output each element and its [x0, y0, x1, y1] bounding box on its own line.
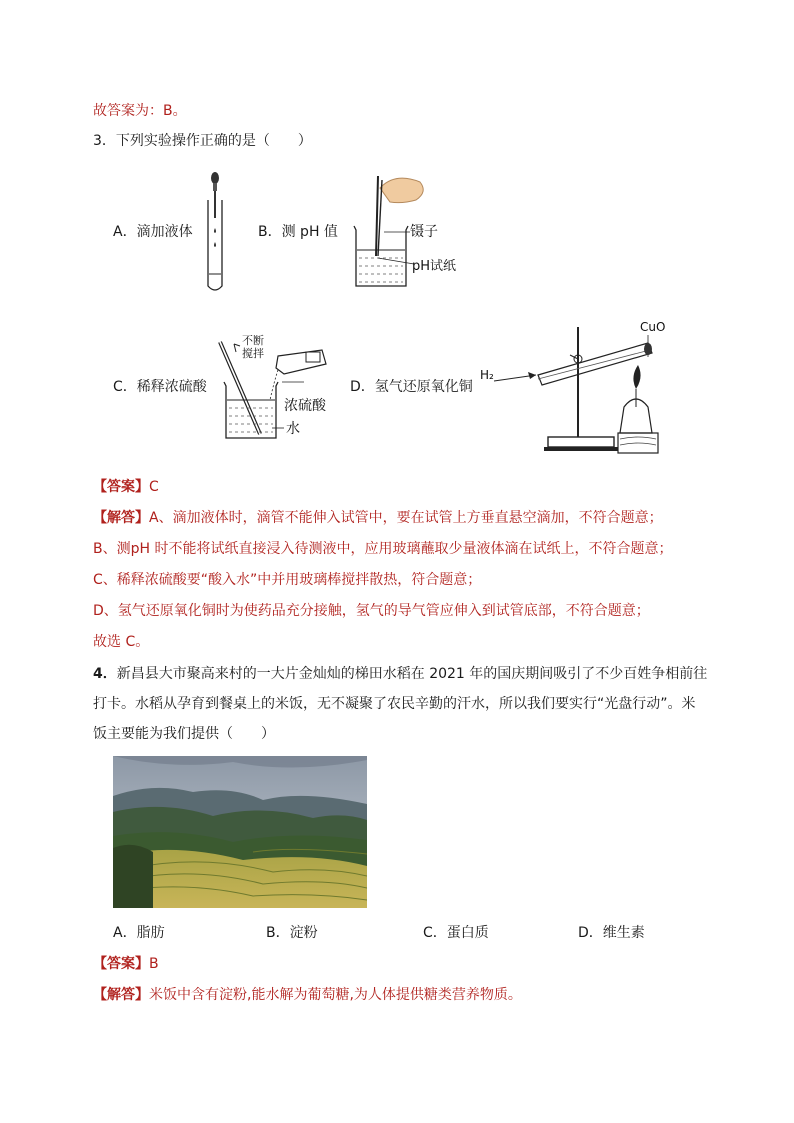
dropper-test-tube-figure: [200, 170, 230, 294]
tweezers-label: 镊子: [410, 224, 438, 240]
analysis-tag: 【解答】: [93, 987, 149, 1003]
terraced-rice-field-photo: [113, 756, 367, 908]
analysis-tag: 【解答】: [93, 510, 149, 526]
question-4-stem-line-1: 4．新昌县大市聚高来村的一大片金灿灿的梯田水稻在 2021 年的国庆期间吸引了不少百姓争相前往: [93, 666, 708, 682]
question-4-stem-line-2: 打卡。水稻从孕育到餐桌上的米饭，无不凝聚了农民辛勤的汗水，所以我们要实行“光盘行动”。米: [93, 696, 696, 712]
answer-value: B: [149, 956, 159, 972]
option-c-label: C．稀释浓硫酸: [113, 379, 207, 395]
answer-tag: 【答案】: [93, 956, 149, 972]
cuo-label: CuO: [640, 320, 666, 334]
question-3-analysis-line-5: 故选 C。: [93, 634, 150, 650]
question-text: 下列实验操作正确的是（ ）: [115, 133, 312, 149]
question-number: 4．: [93, 666, 117, 682]
question-3-analysis-line-4: D、氢气还原氧化铜时为使药品充分接触，氢气的导气管应伸入到试管底部，不符合题意；: [93, 603, 650, 619]
ph-paper-label: pH试纸: [412, 259, 457, 274]
question-3-analysis-line-2: B、测pH 时不能将试纸直接浸入待测液中，应用玻璃蘸取少量液体滴在试纸上，不符合题意；: [93, 541, 673, 557]
q4-option-c: C．蛋白质: [423, 925, 489, 941]
question-4-analysis: 【解答】米饭中含有淀粉,能水解为葡萄糖,为人体提供糖类营养物质。: [93, 987, 522, 1003]
acid-label: 浓硫酸: [284, 398, 326, 414]
dilute-acid-figure: [212, 330, 348, 442]
question-3-answer: [93, 477, 159, 497]
q4-option-a: A．脂肪: [113, 925, 165, 941]
question-3-analysis-line-1: 【解答】A、滴加液体时，滴管不能伸入试管中，要在试管上方垂直悬空滴加，不符合题意；: [93, 510, 663, 526]
hydrogen-reduction-figure: [478, 315, 678, 455]
h2-label: H₂: [480, 368, 494, 382]
question-3-stem: [93, 131, 312, 151]
question-4-answer: [93, 954, 159, 974]
answer-value: C: [149, 479, 159, 495]
stir-label: 不断 搅拌: [242, 334, 264, 360]
option-a-label: A．滴加液体: [113, 224, 193, 240]
q4-option-b: B．淀粉: [266, 925, 318, 941]
answer-tag: 【答案】: [93, 479, 149, 495]
question-number: 3．: [93, 133, 116, 149]
question-4-stem-line-3: 饭主要能为我们提供（ ）: [93, 726, 275, 742]
water-label: 水: [286, 421, 300, 437]
question-3-analysis-line-3: C、稀释浓硫酸要“酸入水”中并用玻璃棒搅拌散热，符合题意；: [93, 572, 482, 588]
ph-test-figure: [350, 170, 470, 292]
q4-option-d: D．维生素: [578, 925, 645, 941]
previous-answer: 故答案为：B。: [93, 103, 187, 119]
option-b-label: B．测 pH 值: [258, 224, 338, 240]
option-d-label: D．氢气还原氧化铜: [350, 379, 473, 395]
